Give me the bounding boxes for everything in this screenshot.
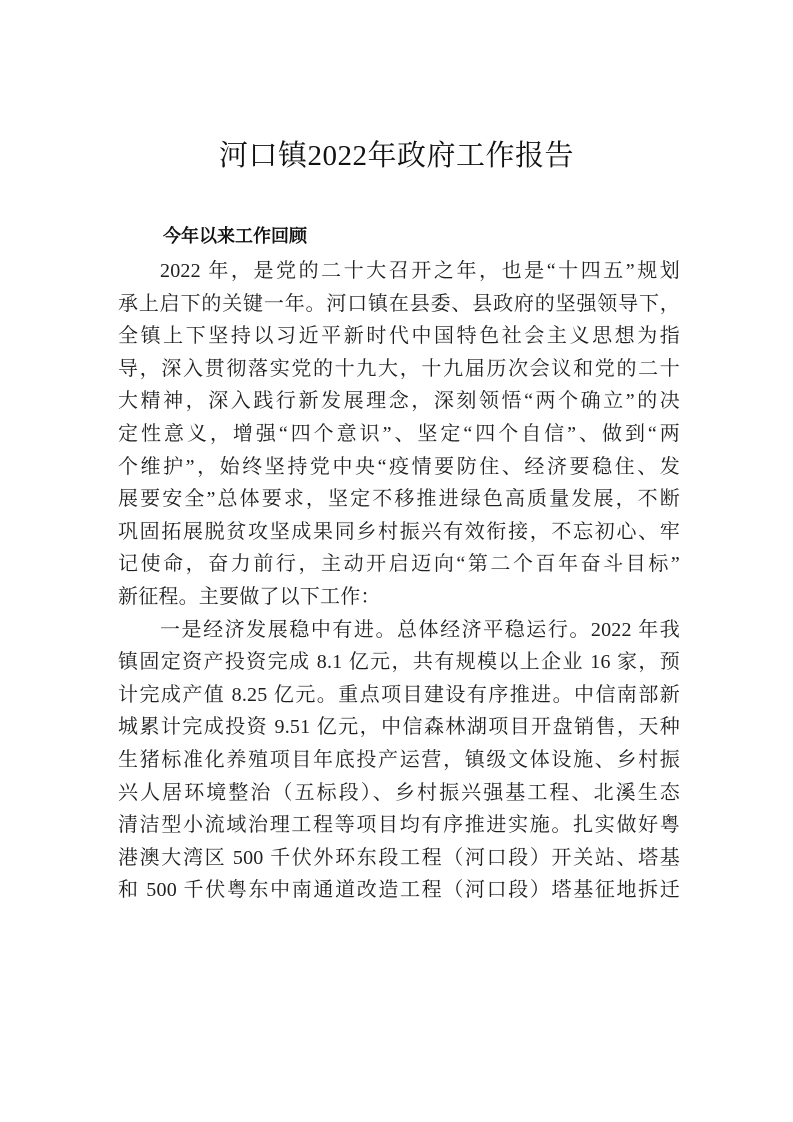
text-line: 定性意义，增强“四个意识”、坚定“四个自信”、做到“两 xyxy=(118,422,680,445)
text-line: 兴人居环境整治（五标段）、乡村振兴强基工程、北溪生态 xyxy=(118,781,680,804)
text-line: 巩固拓展脱贫攻坚成果同乡村振兴有效衔接，不忘初心、牢 xyxy=(118,520,680,543)
text-line: 生猪标准化养殖项目年底投产运营，镇级文体设施、乡村振 xyxy=(118,748,680,771)
text-line: 导，深入贯彻落实党的十九大，十九届历次会议和党的二十 xyxy=(118,357,680,380)
document-body xyxy=(118,255,680,907)
text-line: 展要安全”总体要求，坚定不移推进绿色高质量发展，不断 xyxy=(118,488,680,511)
section-heading: 今年以来工作回顾 xyxy=(163,226,307,247)
document-title: 河口镇2022年政府工作报告 xyxy=(218,140,574,172)
text-line: 清洁型小流域治理工程等项目均有序推进实施。扎实做好粤 xyxy=(118,814,680,837)
text-line: 计完成产值 8.25 亿元。重点项目建设有序推进。中信南部新 xyxy=(118,683,680,706)
paragraph-intro xyxy=(118,255,680,614)
text-line: 大精神，深入践行新发展理念，深刻领悟“两个确立”的决 xyxy=(118,390,680,413)
text-line: 记使命，奋力前行，主动开启迈向“第二个百年奋斗目标” xyxy=(118,553,680,576)
text-line: 承上启下的关键一年。河口镇在县委、县政府的坚强领导下， xyxy=(118,292,680,315)
paragraph-economy xyxy=(118,614,680,907)
text-line: 全镇上下坚持以习近平新时代中国特色社会主义思想为指 xyxy=(118,325,680,348)
text-line: 个维护”，始终坚持党中央“疫情要防住、经济要稳住、发 xyxy=(118,455,680,478)
text-line: 镇固定资产投资完成 8.1 亿元，共有规模以上企业 16 家，预 xyxy=(118,651,680,674)
text-line: 2022 年，是党的二十大召开之年，也是“十四五”规划 xyxy=(160,260,680,282)
text-line: 一是经济发展稳中有进。总体经济平稳运行。2022 年我 xyxy=(160,618,680,641)
text-line: 和 500 千伏粤东中南通道改造工程（河口段）塔基征地拆迁 xyxy=(118,879,680,902)
text-line: 港澳大湾区 500 千伏外环东段工程（河口段）开关站、塔基 xyxy=(118,846,680,869)
text-line: 城累计完成投资 9.51 亿元，中信森林湖项目开盘销售，天种 xyxy=(118,716,680,739)
text-line: 新征程。主要做了以下工作： xyxy=(118,585,381,608)
